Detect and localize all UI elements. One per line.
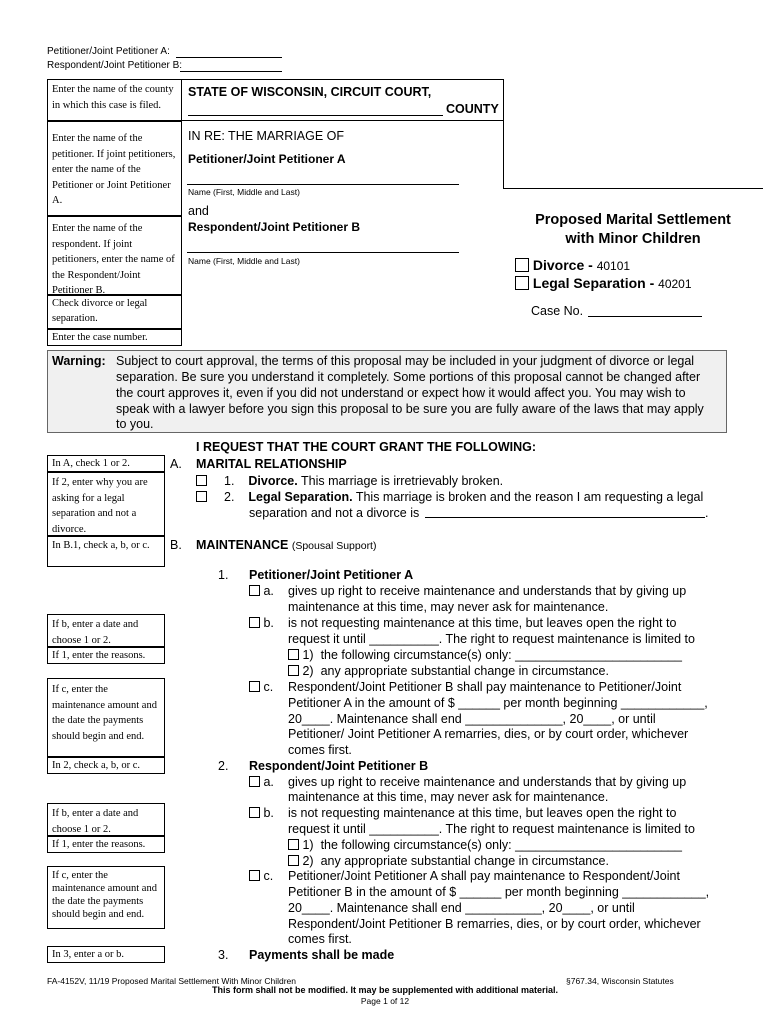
p1c-line-1: Respondent/Joint Petitioner B shall pay maintenance to Petitioner/Joint [288, 680, 682, 694]
p1b-option[interactable] [249, 615, 274, 631]
note-if2: If 2, enter why you are asking for a legal separation and not a divorce. [47, 472, 165, 536]
p2a-line-2: maintenance at this time, may never ask for maintenance. [288, 790, 609, 804]
petitioner-name-hint: Name (First, Middle and Last) [188, 187, 300, 197]
respondent-b-caption: Respondent/Joint Petitioner B [188, 220, 361, 234]
p1a-line-2: maintenance at this time, may never ask for maintenance. [288, 600, 609, 614]
footer-page-number: Page 1 of 12 [360, 996, 410, 1006]
p2a-option[interactable] [249, 774, 274, 790]
p2c-checkbox[interactable] [249, 870, 260, 881]
divorce-checkbox[interactable] [515, 258, 529, 272]
a1-text: This marriage is irretrievably broken. [300, 474, 504, 488]
a2-reason-field[interactable] [425, 517, 705, 518]
p2b-letter: b. [263, 806, 274, 820]
footer-form-id: FA-4152V, 11/19 Proposed Marital Settlement With Minor Children [47, 976, 296, 986]
p1b-opt2-text: any appropriate substantial change in circumstance. [320, 664, 609, 678]
request-heading: I REQUEST THAT THE COURT GRANT THE FOLLOWING: [196, 440, 537, 454]
p2-title: Respondent/Joint Petitioner B [249, 759, 429, 773]
p2a-letter: a. [263, 775, 274, 789]
legal-separation-code: 40201 [658, 277, 692, 291]
p1c-line-5: comes first. [288, 743, 352, 757]
a2-checkbox[interactable] [196, 491, 207, 502]
p1b-line-2: request it until __________. The right to request maintenance is limited to [288, 632, 695, 646]
warning-line-1: Subject to court approval, the terms of this proposal may be included in your judgment of divorce or legal [116, 354, 695, 368]
p1b-opt1-text: the following circumstance(s) only: ________________________ [320, 648, 682, 662]
p2b-opt1-text: the following circumstance(s) only: ________________________ [320, 838, 682, 852]
note-ifc-1: If c, enter the maintenance amount and the date the payments should begin and end. [47, 678, 165, 757]
p1c-option[interactable] [249, 679, 273, 695]
court-title: STATE OF WISCONSIN, CIRCUIT COURT, [188, 85, 432, 99]
p1c-line-3: 20____. Maintenance shall end ______________, 20____, or until [288, 712, 656, 726]
respondent-b-top-field[interactable] [180, 71, 282, 72]
section-a-title: MARITAL RELATIONSHIP [196, 457, 347, 471]
caption-right-border [503, 79, 504, 188]
caption-top-border [182, 79, 504, 80]
legal-separation-label: Legal Separation [532, 275, 646, 291]
section-a-letter: A. [170, 457, 182, 471]
p2b-line-2: request it until __________. The right to request maintenance is limited to [288, 822, 695, 836]
divorce-label: Divorce [532, 257, 585, 273]
p2c-line-1: Petitioner/Joint Petitioner A shall pay maintenance to Respondent/Joint [288, 869, 680, 883]
warning-line-4: speak with a lawyer before you sign this proposal to be sure you are fully aware of the laws that may apply [116, 402, 704, 416]
and-text: and [188, 204, 209, 218]
legal-separation-option[interactable]: Legal Separation - 40201 [515, 275, 692, 291]
note-a-check: In A, check 1 or 2. [47, 455, 165, 472]
footer-notice: This form shall not be modified. It may be supplemented with additional material. [211, 985, 559, 995]
p2b-opt1-checkbox[interactable] [288, 839, 299, 850]
p2b-option[interactable] [249, 805, 274, 821]
a1-checkbox[interactable] [196, 475, 207, 486]
p1b-letter: b. [263, 616, 274, 630]
note-ifc-2: If c, enter the maintenance amount and the date the payments should begin and end. [47, 866, 165, 929]
respondent-b-name-field[interactable] [187, 252, 459, 253]
p2c-line-3: 20____. Maintenance shall end ___________, 20____, or until [288, 901, 635, 915]
note-petitioner: Enter the name of the petitioner. If joint petitioners, enter the name of the Petitioner or Joint Petitioner A. [47, 121, 182, 216]
note-in3: In 3, enter a or b. [47, 946, 165, 963]
p2b-opt2-num: 2) [302, 854, 314, 868]
petitioner-a-top-field[interactable] [176, 57, 282, 58]
p2c-line-4: Respondent/Joint Petitioner B remarries, dies, or by court order, whichever [288, 917, 701, 931]
note-check-divorce: Check divorce or legal separation. [47, 295, 182, 329]
p1a-checkbox[interactable] [249, 585, 260, 596]
p1c-line-2: Petitioner A in the amount of $ ______ per month beginning ____________, [288, 696, 708, 710]
a2-option[interactable] [196, 489, 703, 505]
p1-number: 1. [218, 568, 229, 582]
divorce-code: 40101 [596, 259, 631, 273]
note-in2: In 2, check a, b, or c. [47, 757, 165, 774]
respondent-b-top-label: Respondent/Joint Petitioner B: [47, 60, 183, 71]
a1-number: 1. [224, 474, 235, 488]
p1a-option[interactable] [249, 583, 274, 599]
warning-label: Warning: [52, 354, 106, 368]
p2b-opt2-text: any appropriate substantial change in circumstance. [320, 854, 609, 868]
case-no-field[interactable] [588, 316, 702, 317]
warning-line-5: to you. [116, 417, 154, 431]
note-if1-2: If 1, enter the reasons. [47, 836, 165, 853]
p1b-opt1[interactable] [288, 647, 682, 663]
p1b-checkbox[interactable] [249, 617, 260, 628]
note-county: Enter the name of the county in which this case is filed. [47, 79, 182, 121]
p1b-opt2-checkbox[interactable] [288, 665, 299, 676]
p1-title: Petitioner/Joint Petitioner A [249, 568, 414, 582]
section-b-letter: B. [170, 538, 182, 552]
note-case-number: Enter the case number. [47, 329, 182, 346]
warning-line-3: the court approves it, even if you did not understand or expect how it would affect you. You may wish to [116, 386, 686, 400]
note-b1: In B.1, check a, b, or c. [47, 536, 165, 567]
legal-separation-checkbox[interactable] [515, 276, 529, 290]
county-field[interactable] [188, 115, 443, 116]
note-ifb-1: If b, enter a date and choose 1 or 2. [47, 614, 165, 647]
p2c-line-2: Petitioner B in the amount of $ ______ per month beginning ____________, [288, 885, 710, 899]
p2b-opt1-num: 1) [302, 838, 314, 852]
a2-period: . [705, 506, 709, 520]
section-b-title [196, 537, 376, 554]
footer-statute: §767.34, Wisconsin Statutes [566, 976, 674, 986]
caption-title-border [503, 188, 763, 189]
case-no-label: Case No. [531, 304, 584, 318]
a1-option[interactable] [196, 473, 503, 489]
p1a-line-1: gives up right to receive maintenance and understands that by giving up [288, 584, 687, 598]
p2b-opt2[interactable] [288, 853, 609, 869]
divorce-option[interactable]: Divorce - 40101 [515, 257, 630, 273]
p1c-line-4: Petitioner/ Joint Petitioner A remarries, dies, or by court order, whichever [288, 727, 689, 741]
p2a-checkbox[interactable] [249, 776, 260, 787]
p1a-letter: a. [263, 584, 274, 598]
p1c-checkbox[interactable] [249, 681, 260, 692]
p1b-opt1-num: 1) [302, 648, 314, 662]
a1-bold: Divorce. [248, 474, 298, 488]
p1c-letter: c. [263, 680, 274, 694]
a2-bold: Legal Separation. [248, 490, 353, 504]
p2c-option[interactable] [249, 868, 273, 884]
petitioner-a-caption: Petitioner/Joint Petitioner A [188, 152, 346, 166]
p2b-checkbox[interactable] [249, 807, 260, 818]
p2c-letter: c. [263, 869, 274, 883]
form-title-2: with Minor Children [565, 231, 701, 247]
p1b-opt2-num: 2) [302, 664, 314, 678]
note-if1-1: If 1, enter the reasons. [47, 647, 165, 664]
p3-title: Payments shall be made [249, 948, 395, 962]
p1b-opt1-checkbox[interactable] [288, 649, 299, 660]
in-re-text: IN RE: THE MARRIAGE OF [188, 129, 345, 143]
a2-text-2: separation and not a divorce is [249, 506, 420, 520]
p2b-opt1[interactable] [288, 837, 682, 853]
note-ifb-2: If b, enter a date and choose 1 or 2. [47, 803, 165, 836]
p2b-opt2-checkbox[interactable] [288, 855, 299, 866]
petitioner-a-name-field[interactable] [187, 184, 459, 185]
county-label: COUNTY [446, 102, 499, 116]
section-b-subtitle: (Spousal Support) [291, 540, 377, 552]
note-respondent: Enter the name of the respondent. If joint petitioners, enter the name of the Respondent/Joint Petitioner B. [47, 216, 182, 295]
p1b-opt2[interactable] [288, 663, 609, 679]
section-b-title-text: MAINTENANCE [196, 538, 289, 552]
p3-number: 3. [218, 948, 229, 962]
a2-number: 2. [224, 490, 235, 504]
a2-text: This marriage is broken and the reason I am requesting a legal [355, 490, 704, 504]
caption-county-border [182, 120, 504, 121]
warning-line-2: separation. Be sure you understand it completely. Some portions of this proposal cannot be changed after [116, 370, 701, 384]
p2-number: 2. [218, 759, 229, 773]
petitioner-a-top-label: Petitioner/Joint Petitioner A: [47, 46, 170, 57]
respondent-name-hint: Name (First, Middle and Last) [188, 256, 300, 266]
p2b-line-1: is not requesting maintenance at this time, but leaves open the right to [288, 806, 677, 820]
p2a-line-1: gives up right to receive maintenance and understands that by giving up [288, 775, 687, 789]
form-title-1: Proposed Marital Settlement [535, 212, 731, 228]
p2c-line-5: comes first. [288, 932, 352, 946]
p1b-line-1: is not requesting maintenance at this time, but leaves open the right to [288, 616, 677, 630]
